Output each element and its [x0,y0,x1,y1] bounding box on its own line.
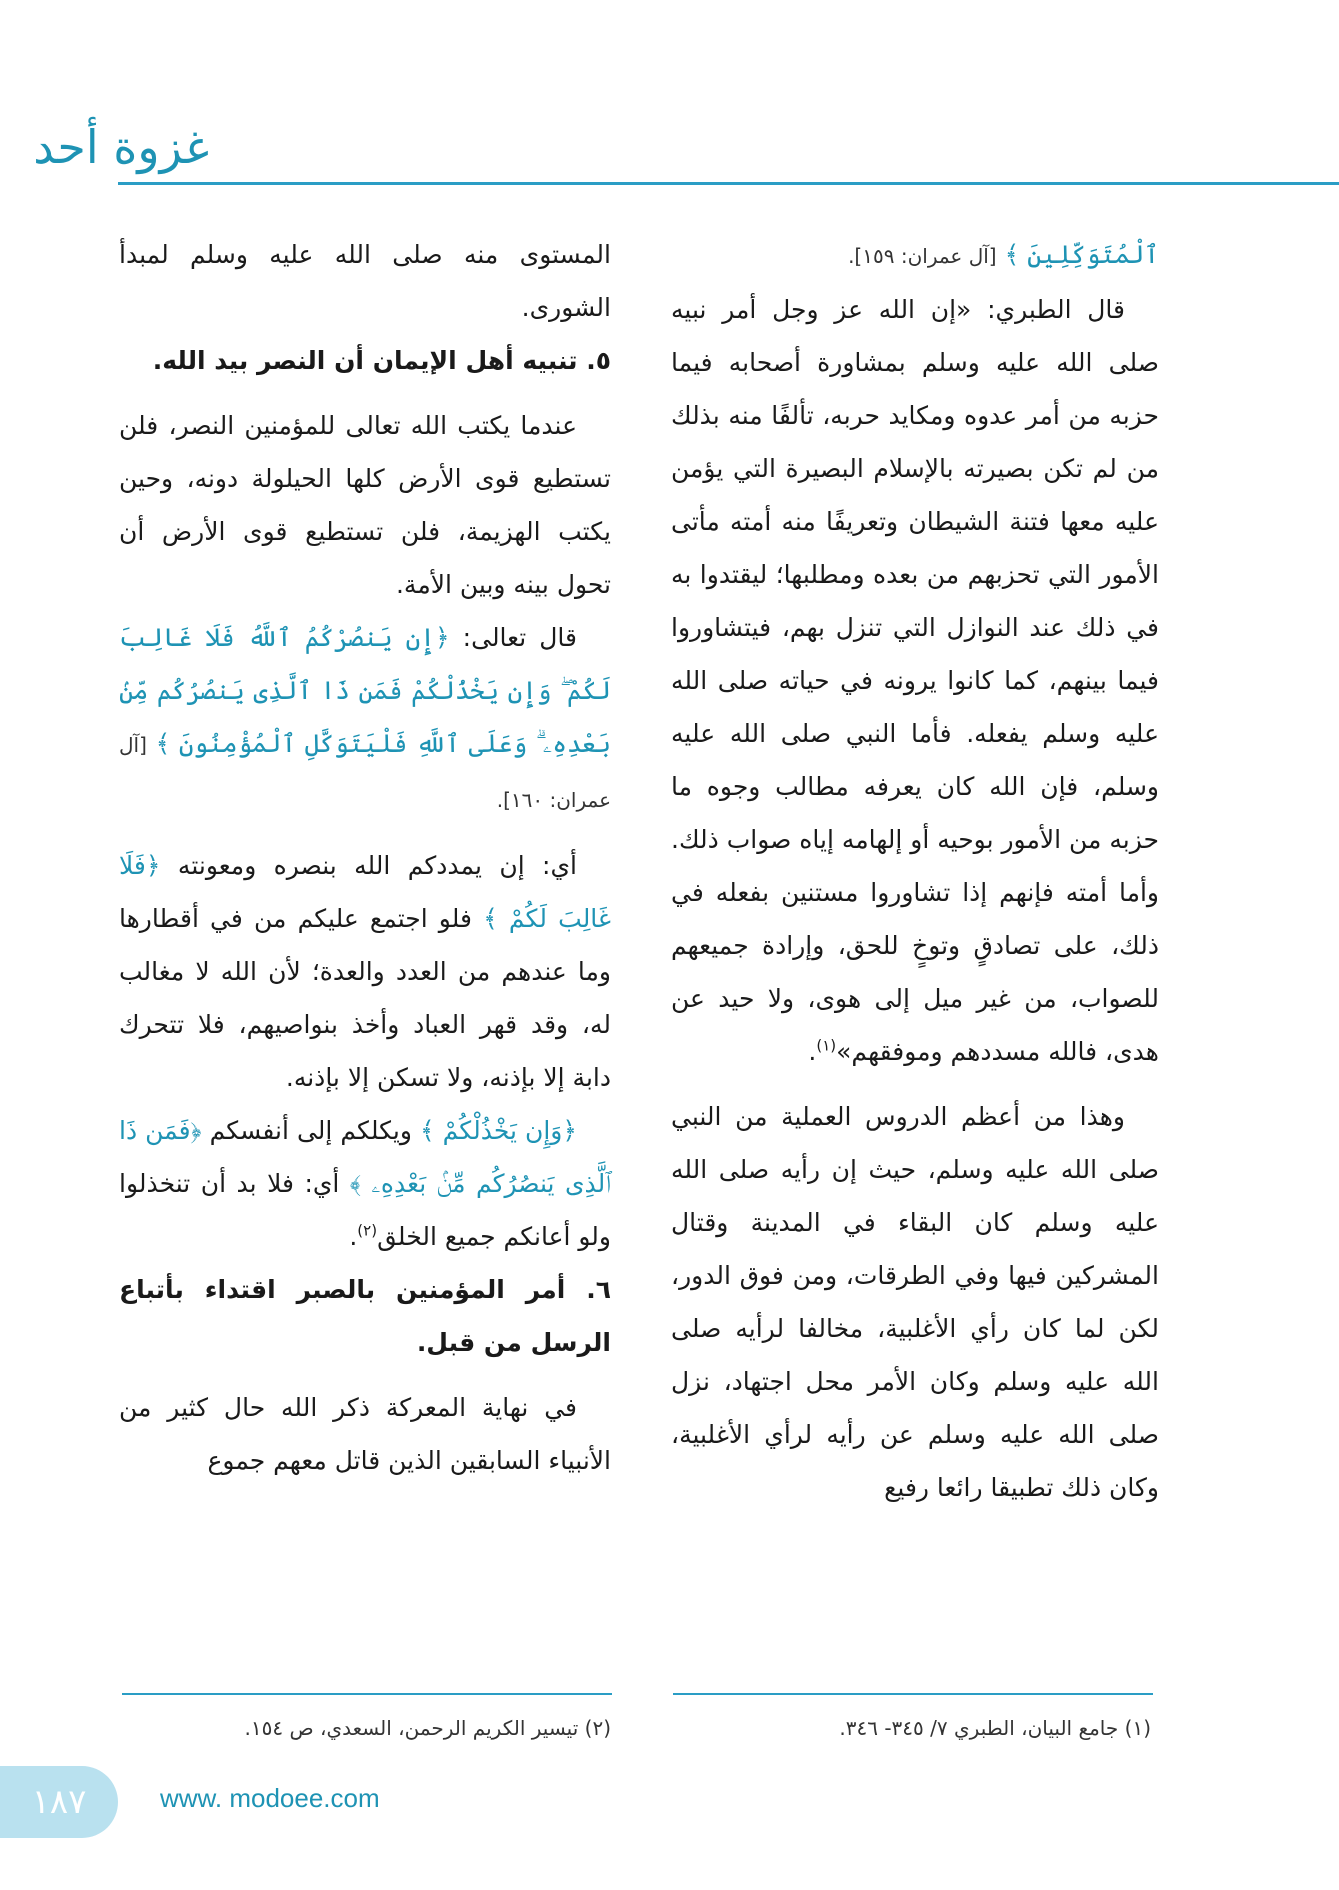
title-divider [118,182,1339,185]
paragraph-verse: قال تعالى: ﴿إِن يَنصُرْكُمُ ٱللَّهُ فَلَا غَالِبَ لَكُمْ ۖ وَإِن يَخْذُلْكُمْ فَمَن ذَا ٱلَّذِى يَنصُرُكُم مِّنۢ بَعْدِهِۦ ۗ وَعَلَى ٱللَّهِ فَلْيَتَوَكَّلِ ٱلْمُؤْمِنُونَ ﴾ [آل عمران: ١٦٠]. [119,623,611,812]
footnote-1: (١) جامع البيان، الطبري ٧/ ٣٤٥- ٣٤٦. [839,1716,1151,1740]
paragraph-prophets: في نهاية المعركة ذكر الله حال كثير من الأنبياء السابقين الذين قاتل معهم جموع [119,1393,611,1475]
footnote-marker-2[interactable]: (٢) [357,1221,378,1240]
quran-verse: ﴿فَمَن ذَا ٱلَّذِى يَنصُرُكُم مِّنۢ بَعْدِهِۦ ﴾ [119,1116,612,1198]
right-column [671,228,1159,1514]
section-heading-5: ٥. تنبيه أهل الإيمان أن النصر بيد الله. [152,346,611,375]
tabari-quote-text: قال الطبري: «إن الله عز وجل أمر نبيه صلى الله عليه وسلم بمشاورة أصحابه فيما حزبه من أمر عدوه ومكايد حربه، تألفًا منه بذلك من لم تكن بصيرته بالإسلام البصيرة التي يؤمن عليه معها فتنة الشيطان وتعريفًا منه أمته مأتى الأمور التي تحزبهم من بعده ومطلبها؛ ليقتدوا به في ذلك عند النوازل التي تنزل بهم، فيتشاوروا فيما بينهم، كما كانوا يرونه في حياته صلى الله عليه وسلم يفعله. فأما النبي صلى الله عليه وسلم، فإن الله كان يعرفه مطالب وجوه ما حزبه من الأمور بوحيه أو إلهامه إياه صواب ذلك. وأما أمته فإنهم إذا تشاوروا مستنين بفعله في ذلك، على تصادقٍ وتوخٍ للحق، وإرادة جميعهم للصواب، من غير ميل إلى هوى، ولا حيد عن هدى، فالله مسددهم وموفقهم» [671,295,1159,1066]
quran-verse: ﴿فَلَا غَالِبَ لَكُمْ ﴾ [119,851,611,933]
footnote-divider [673,1693,1153,1695]
website-link[interactable]: www. modoee.com [160,1783,380,1813]
page-title: غزوة أحد [33,120,209,174]
paragraph-tafsir-2: ﴿وَإِن يَخْذُلْكُمْ ﴾ ويكلكم إلى أنفسكم ﴿فَمَن ذَا ٱلَّذِى يَنصُرُكُم مِّنۢ بَعْدِهِۦ ﴾ أي: فلا بد أن تنخذلوا ولو أعانكم جميع الخلق$^{(٢)}$. [119,1116,612,1251]
footnote-divider [122,1693,612,1695]
paragraph-continuation: المستوى منه صلى الله عليه وسلم لمبدأ الشورى. [119,240,611,322]
tabari-quote: قال الطبري: «إن الله عز وجل أمر نبيه صلى الله عليه وسلم بمشاورة أصحابه فيما حزبه من أمر عدوه ومكايد حربه، تألفًا منه بذلك من لم تكن بصيرته بالإسلام البصيرة التي يؤمن عليه معها فتنة الشيطان وتعريفًا منه أمته مأتى الأمور التي تحزبهم من بعده ومطلبها؛ ليقتدوا به في ذلك عند النوازل التي تنزل بهم، فيتشاوروا فيما بينهم، كما كانوا يرونه في حياته صلى الله عليه وسلم يفعله. فأما النبي صلى الله عليه وسلم، فإن الله كان يعرفه مطالب وجوه ما حزبه من الأمور بوحيه أو إلهامه إياه صواب ذلك. وأما أمته فإنهم إذا تشاوروا مستنين بفعله في ذلك، على تصادقٍ وتوخٍ للحق، وإرادة جميعهم للصواب، من غير ميل إلى هوى، ولا حيد عن هدى، فالله مسددهم وموفقهم»$^{(١)}$. [671,295,1159,1066]
verse-reference: [آل عمران: ١٥٩]. [848,244,997,268]
quran-verse: ٱلْمُتَوَكِّلِينَ ﴾ [1004,240,1159,269]
quran-verse: ﴿وَإِن يَخْذُلْكُمْ ﴾ [419,1116,577,1145]
page-number: ١٨٧ [31,1782,87,1822]
quran-verse: ﴿إِن يَنصُرْكُمُ ٱللَّهُ فَلَا غَالِبَ لَكُمْ ۖ وَإِن يَخْذُلْكُمْ فَمَن ذَا ٱلَّذِى يَنصُرُكُم مِّنۢ بَعْدِهِۦ ۗ وَعَلَى ٱللَّهِ فَلْيَتَوَكَّلِ ٱلْمُؤْمِنُونَ ﴾ [119,623,611,758]
paragraph-tafsir: أي: إن يمددكم الله بنصره ومعونته ﴿فَلَا غَالِبَ لَكُمْ ﴾ فلو اجتمع عليكم من في أقطارها وما عندهم من العدد والعدة؛ لأن الله لا مغالب له، وقد قهر العباد وأخذ بنواصيهم، فلا تتحرك دابة إلا بإذنه، ولا تسكن إلا بإذنه. [119,851,611,1092]
footnote-2: (٢) تيسير الكريم الرحمن، السعدي، ص ١٥٤. [244,1716,611,1740]
section-heading-6: ٦. أمر المؤمنين بالصبر اقتداء بأتباع الرسل من قبل. [119,1275,611,1357]
left-column [119,228,611,1487]
paragraph-quran-end [671,228,1159,283]
paragraph-lesson: وهذا من أعظم الدروس العملية من النبي صلى الله عليه وسلم، حيث إن رأيه صلى الله عليه وسلم كان البقاء في المدينة وقتال المشركين فيها وفي الطرقات، ومن فوق الدور، لكن لما كان رأي الأغلبية، مخالفا لرأيه صلى الله عليه وسلم وكان الأمر محل اجتهاد، نزل صلى الله عليه وسلم عن رأيه لرأي الأغلبية، وكان ذلك تطبيقا رائعا رفيع [671,1102,1159,1502]
footnote-marker-1[interactable]: (١) [816,1036,837,1055]
paragraph-victory: عندما يكتب الله تعالى للمؤمنين النصر، فلن تستطيع قوى الأرض كلها الحيلولة دونه، وحين يكتب الهزيمة، فلن تستطيع قوى الأرض أن تحول بينه وبين الأمة. [119,411,611,599]
page-number-badge [0,1766,118,1838]
verse-reference: [آل عمران: ١٦٠]. [119,733,611,812]
